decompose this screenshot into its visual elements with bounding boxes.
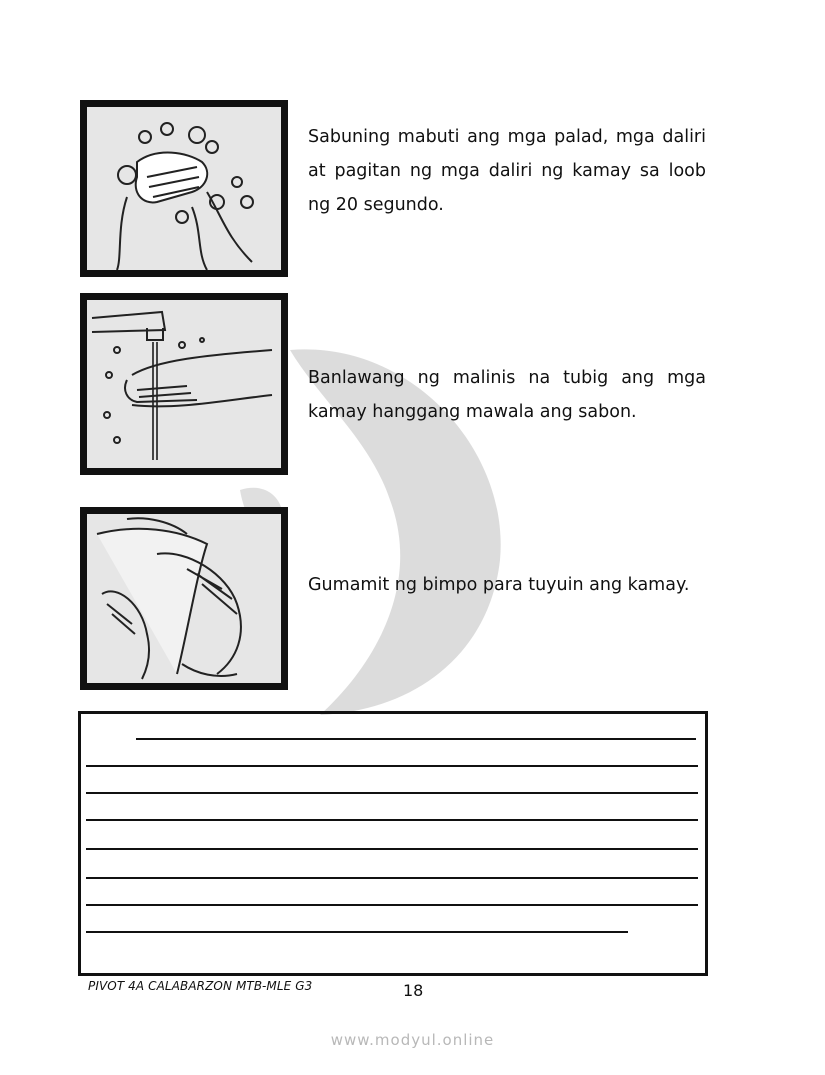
- writing-line: [86, 877, 698, 879]
- site-watermark: www.modyul.online: [330, 1031, 495, 1049]
- answer-writing-box[interactable]: [78, 711, 708, 976]
- writing-line: [86, 792, 698, 794]
- step-2-text: Banlawang ng malinis na tubig ang mga kamay hanggang mawala ang sabon.: [308, 368, 706, 422]
- step-3-illustration: [80, 507, 288, 690]
- writing-line: [86, 904, 698, 906]
- writing-line: [86, 848, 698, 850]
- writing-line: [136, 738, 696, 740]
- writing-line: [86, 765, 698, 767]
- step-1-text: Sabuning mabuti ang mga palad, mga daliri at pagitan ng mga daliri ng kamay sa loob ng 20 segundo.: [308, 127, 706, 215]
- step-2-illustration: [80, 293, 288, 475]
- rinsing-hands-icon: [87, 300, 281, 468]
- page-number: 18: [403, 981, 424, 1000]
- drying-hands-icon: [87, 514, 281, 683]
- soaping-hands-icon: [87, 107, 281, 270]
- step-1-illustration: [80, 100, 288, 277]
- writing-line: [86, 819, 698, 821]
- footer-source-label: PIVOT 4A CALABARZON MTB-MLE G3: [88, 979, 313, 993]
- writing-line: [86, 931, 628, 933]
- step-3-text: Gumamit ng bimpo para tuyuin ang kamay.: [308, 575, 690, 595]
